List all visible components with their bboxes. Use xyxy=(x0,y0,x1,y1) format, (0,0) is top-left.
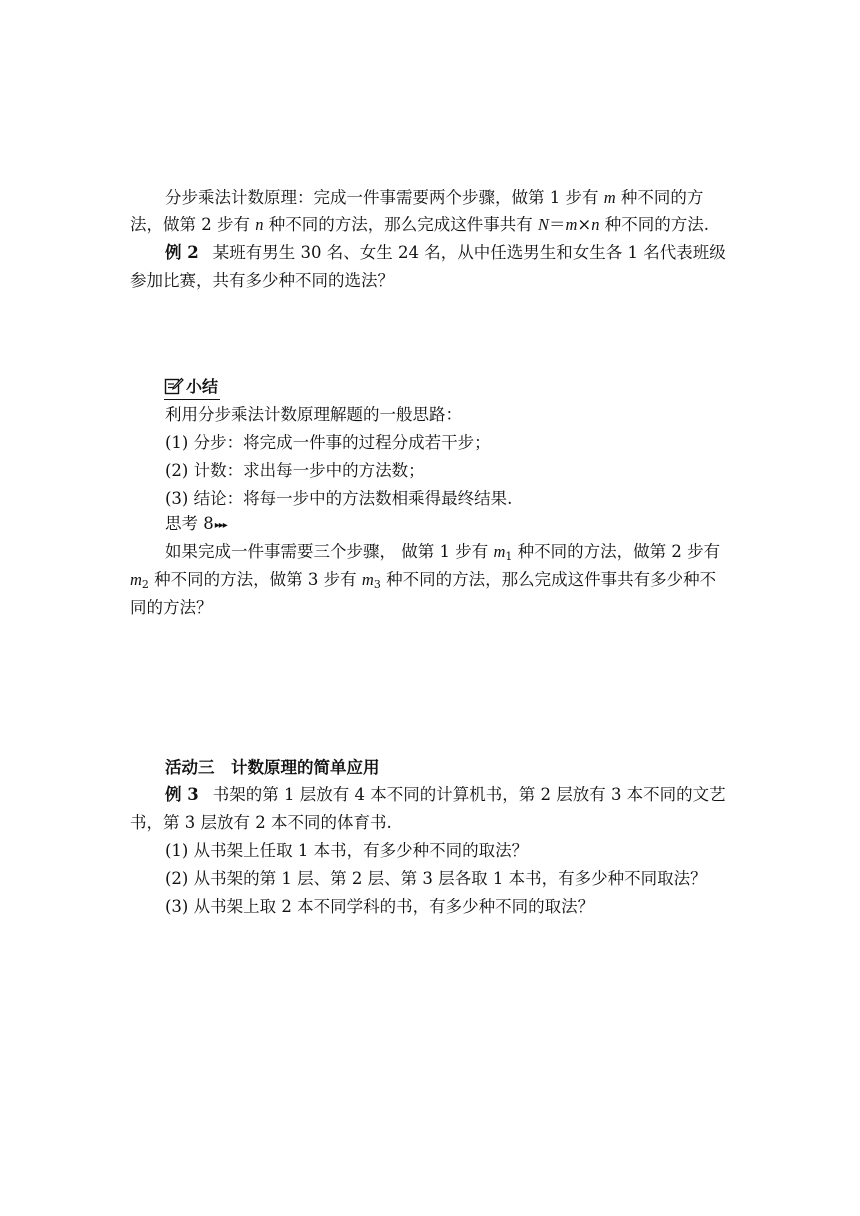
summary-step: (2) 计数：求出每一步中的方法数； xyxy=(165,461,425,480)
example2-line-2 xyxy=(130,269,740,293)
variable-m: m xyxy=(130,570,142,589)
think8-line-1 xyxy=(165,540,775,564)
pencil-note-icon xyxy=(164,376,184,396)
principle-text: 种不同的方法. xyxy=(599,215,709,234)
principle-line-1 xyxy=(165,186,775,210)
example3-label: 例 3 xyxy=(165,785,199,804)
variable-m: m xyxy=(493,542,506,561)
equals-sign: ＝ xyxy=(549,215,566,234)
example2-text: 参加比赛，共有多少种不同的选法？ xyxy=(130,271,394,290)
example3-question: (2) 从书架的第 1 层、第 2 层、第 3 层各取 1 本书，有多少种不同取法？ xyxy=(165,869,707,888)
activity3-title: 活动三 计数原理的简单应用 xyxy=(165,758,380,777)
principle-line-2 xyxy=(130,213,740,237)
summary-step: (1) 分步：将完成一件事的过程分成若干步； xyxy=(165,433,491,452)
example3-line-2: 书，第 3 层放有 2 本不同的体育书. xyxy=(130,813,392,832)
principle-text: 法，做第 2 步有 xyxy=(130,215,256,234)
think8-line-3: 同的方法？ xyxy=(130,598,213,617)
subscript: 3 xyxy=(373,578,381,591)
think8-line-2 xyxy=(130,568,740,592)
think8-heading xyxy=(165,512,775,538)
variable-m: m xyxy=(565,215,578,234)
example3-text: 书架的第 1 层放有 4 本不同的计算机书，第 2 层放有 3 本不同的文艺 xyxy=(212,785,726,804)
variable-N: N xyxy=(537,215,549,234)
example3-line-1 xyxy=(165,783,775,807)
principle-text: 种不同的方 xyxy=(615,188,704,207)
times-sign: × xyxy=(577,215,592,234)
variable-n: n xyxy=(255,215,264,234)
variable-m: m xyxy=(361,570,374,589)
summary-heading xyxy=(164,374,218,397)
example3-question: (1) 从书架上任取 1 本书，有多少种不同的取法？ xyxy=(165,841,529,860)
principle-text: 分步乘法计数原理：完成一件事需要两个步骤，做第 1 步有 xyxy=(165,188,604,207)
think8-text: 种不同的方法，那么完成这件事共有多少种不 xyxy=(380,570,717,589)
think8-label: 思考 8 xyxy=(165,514,214,533)
summary-intro: 利用分步乘法计数原理解题的一般思路： xyxy=(165,405,462,424)
summary-step: (3) 结论：将每一步中的方法数相乘得最终结果. xyxy=(165,489,513,508)
principle-text: 种不同的方法，那么完成这件事共有 xyxy=(263,215,538,234)
triple-arrow-icon: ▸▸▸ xyxy=(214,520,227,531)
example3-question: (3) 从书架上取 2 本不同学科的书，有多少种不同的取法？ xyxy=(165,897,595,916)
variable-m: m xyxy=(603,188,616,207)
example2-line-1 xyxy=(165,241,775,265)
variable-n: n xyxy=(591,215,600,234)
example2-label: 例 2 xyxy=(165,243,199,262)
think8-text: 种不同的方法，做第 2 步有 xyxy=(512,542,721,561)
think8-text: 种不同的方法，做第 3 步有 xyxy=(148,570,362,589)
subscript: 1 xyxy=(505,550,513,563)
summary-title: 小结 xyxy=(186,374,218,397)
subscript: 2 xyxy=(141,578,149,591)
think8-text: 如果完成一件事需要三个步骤， 做第 1 步有 xyxy=(165,542,494,561)
example2-text: 某班有男生 30 名、女生 24 名，从中任选男生和女生各 1 名代表班级 xyxy=(212,243,726,262)
